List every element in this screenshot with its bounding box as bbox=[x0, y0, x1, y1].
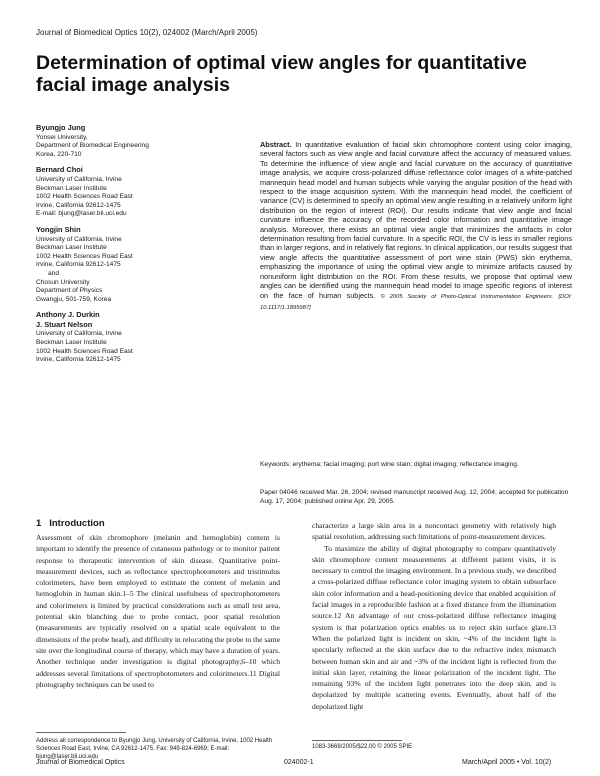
affiliation-line: University of California, Irvine bbox=[36, 175, 122, 183]
affiliation-line: Irvine, California 92612-1475 bbox=[36, 356, 121, 364]
affiliation-line: Department of Physics bbox=[36, 287, 103, 295]
affiliation-line: Irvine, California 92612-1475 bbox=[36, 261, 121, 269]
affiliation-line: Korea, 220-710 bbox=[36, 150, 82, 158]
body-paragraph: Assessment of skin chromophore (melanin and hemoglobin) content is important to identify the presence of cutaneous pathology or to monitor patient response to therapeutic intervention of skin disease. Quantitative point-measurement devices, such as reflectance spectrophotometers and tristimulus colorimeters, have been employed to estimate the content of melanin and hemoglobin in human skin.1–5 The clinical usefulness of spectrophotometers and colorimeters is limited by practical considerations such as small test area, potential skin blanching due to probe contact, poor spatial resolution (measurements are typically resolved on a spatial scale equivalent to the dimensions of the probe head), and difficulty in relocating the probe to the same site over the longitudinal course of therapy, which may have a duration of years. Another technique under investigation is digital photography,6–10 which addresses several limitations of spectrophotometers and colorimeters.11 Digital photography techniques can be used to bbox=[36, 533, 280, 689]
abstract bbox=[260, 140, 572, 313]
doi: [DOI: 10.1117/1.1895987] bbox=[260, 293, 573, 311]
affiliation-line: University of California, Irvine bbox=[36, 330, 122, 338]
issn-line: 1083-3668/2005/$22.00 © 2005 SPIE bbox=[312, 744, 413, 750]
abstract-text: In quantitative evaluation of facial skin chromophore content using color imaging, several factors such as view angle and facial curvature affect the accuracy of measured values. To determine the influence of view angle and facial curvature on the accuracy of quantitative image analysis, we acquire cross-polarized diffuse reflectance color images of a white-patched mannequin head model and human subjects while varying the angular position of the head with respect to the image acquisition system. With the mannequin head model, the coefficient of variance (CV) is determined to specify an optimal view angle resulting in a relatively uniform light distribution on the region of interest (ROI). Our results indicate that view angle and facial curvature influence the accuracy of the recorded color information and quantitative image analysis. Moreover, there exists an optimal view angle that minimizes the artifacts in color determination resulting from facial curvature. In a specific ROI, the CV is less in smaller regions than in larger regions, and in relatively flat regions. In clinical application, our results suggest that view angle affects the quantitative assessment of port wine stain (PWS) skin erythema, emphasizing the importance of using the optimal view angle to minimize artifacts caused by nonuniform light distribution on the ROI. From these results, we propose that optimal view angles can be identified using the mannequin head model to image specific regions of interest on the face of human subjects. bbox=[260, 140, 572, 300]
section-heading bbox=[36, 518, 105, 529]
author-block bbox=[36, 124, 226, 159]
running-head: Journal of Biomedical Optics 10(2), 024002 (March/April 2005) bbox=[36, 28, 258, 37]
section-title: Introduction bbox=[49, 518, 105, 529]
affiliation-line: Chosun University bbox=[36, 278, 90, 286]
author-name: Yongjin Shin bbox=[36, 224, 81, 234]
affiliation-line: Beckman Laser Institute bbox=[36, 184, 107, 192]
footer-page-number: 024002-1 bbox=[284, 759, 314, 766]
affiliation-line: Beckman Laser Institute bbox=[36, 339, 107, 347]
author-list bbox=[36, 124, 226, 372]
author-name: Byungjo Jung bbox=[36, 123, 86, 132]
footnote-rule bbox=[36, 732, 126, 733]
publication-history: Paper 04046 received Mar. 26, 2004; revised manuscript received Aug. 12, 2004; accepted for publication Aug. 17, 2004; published online Apr. 29, 2005. bbox=[260, 489, 569, 505]
affiliation-line: Irvine, California 92612-1475 bbox=[36, 201, 121, 209]
author-email: E-mail: bjung@laser.bli.uci.edu bbox=[36, 210, 127, 218]
affiliation-line: University of California, Irvine bbox=[36, 235, 122, 243]
author-name: Bernard Choi bbox=[36, 165, 83, 175]
footer-issue: March/April 2005 • Vol. 10(2) bbox=[462, 759, 552, 766]
author-block bbox=[36, 226, 226, 304]
author-name: J. Stuart Nelson bbox=[36, 319, 93, 329]
footer-journal: Journal of Biomedical Optics bbox=[36, 759, 125, 766]
author-block bbox=[36, 311, 226, 365]
body-paragraph: To maximize the ability of digital photography to compare quantitatively skin chromophore content measurements at different patient visits, it is necessary to control the imaging environment. In a previous study, we described a cross-polarized diffuse reflectance color imaging system to obtain subsurface skin color information and a head-positioning device that enabled acquisition of facial images in a reproducible fashion at a fixed distance from the illumination source.12 An advantage of our cross-polarized diffuse reflectance imaging system is that polarization optics enables us to reject skin surface glare.13 When the polarized light is incident on skin, ~4% of the incident light is specularly reflected at the skin surface due to the refractive index mismatch between human skin and air and ~3% of the incident light is reflected from the initial skin layer, retaining the linear polarization of the incident light. The remaining 93% of the incident light penetrates into the deep skin, and is depolarized by multiple scattering events. Eventually, about half of the depolarized light bbox=[312, 543, 556, 711]
paper-title: Determination of optimal view angles for quantitative facial image analysis bbox=[36, 52, 527, 96]
affiliation-line: 1002 Health Sciences Road East bbox=[36, 193, 133, 201]
author-name: Anthony J. Durkin bbox=[36, 310, 100, 320]
affiliation-conjunction: and bbox=[48, 269, 60, 277]
affiliation-line: Beckman Laser Institute bbox=[36, 244, 107, 252]
issn-rule bbox=[312, 740, 402, 741]
author-block bbox=[36, 166, 226, 219]
abstract-label: Abstract. bbox=[260, 140, 292, 149]
body-column-right bbox=[312, 520, 556, 712]
affiliation-line: Yonsei University, bbox=[36, 133, 88, 141]
affiliation-line: 1002 Health Sciences Road East bbox=[36, 347, 133, 355]
correspondence-footnote: Address all correspondence to Byungjo Jung, University of California, Irvine, 1002 Health Sciences Road East, Irvine, CA 92612-1475. Fax: 949-824-6969; E-mail: bjung@laser.bli.uci.edu bbox=[36, 738, 273, 760]
affiliation-line: Gwangju, 501-759, Korea bbox=[36, 295, 112, 303]
copyright-notice: © 2005 Society of Photo-Optical Instrumentation Engineers. bbox=[380, 293, 554, 300]
keywords: Keywords: erythema; facial imaging; port wine stain; digital imaging; reflectance imaging. bbox=[260, 461, 519, 468]
section-number: 1 bbox=[36, 518, 42, 529]
affiliation-line: 1002 Health Sciences Road East bbox=[36, 252, 133, 260]
body-paragraph: characterize a large skin area in a noncontact geometry with relatively high spatial resolution, addressing such limitations of point-measurement devices. bbox=[312, 521, 556, 542]
affiliation-line: Department of Biomedical Engineering bbox=[36, 142, 149, 150]
body-column-left bbox=[36, 532, 280, 690]
